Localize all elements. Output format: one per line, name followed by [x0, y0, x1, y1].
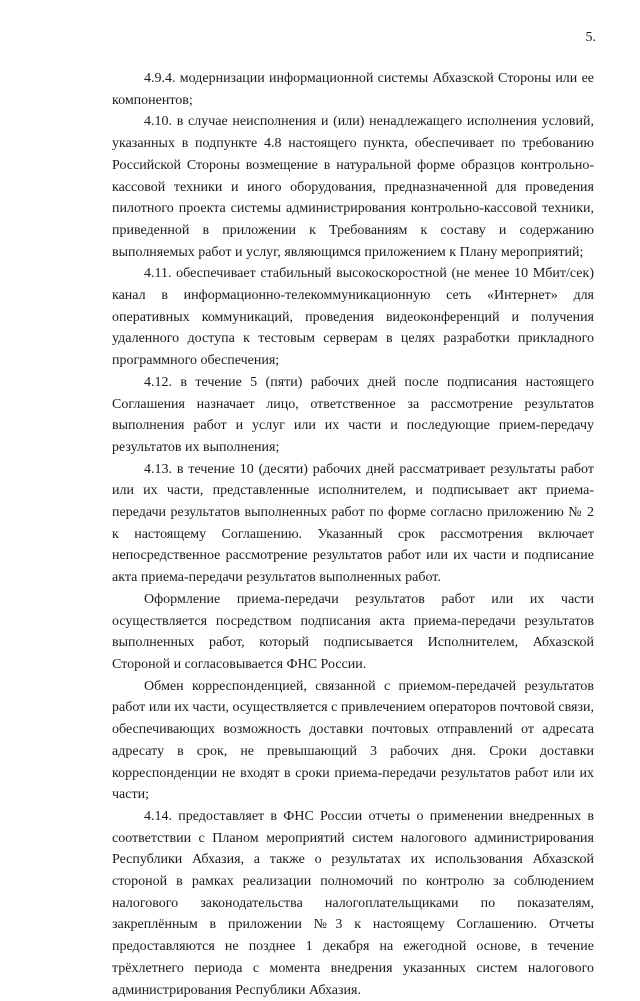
paragraph-4-9-4: 4.9.4. модернизации информационной системы Абхазской Стороны или ее компонентов; — [112, 71, 594, 108]
paragraph-4-14: 4.14. предоставляет в ФНС России отчеты о применении внедренных в соответствии с Планом мероприятий систем налогового администрирования Республики Абхазия, а также о результатах их использования Абхазской стороной в рамках реализации полномочий по контролю за соблюдением налогового законодательства налогоплательщиками по показателям, закреплённым в приложении №3 к настоящему Соглашению. Отчеты предоставляются не позднее 1 декабря на ежегодной основе, в течение трёхлетнего периода с момента внедрения указанных систем налогового администрирования Республики Абхазия. — [112, 808, 594, 998]
document-body — [112, 68, 594, 1001]
paragraph-acceptance: Оформление приема-передачи результатов работ или их части осуществляется посредством подписания акта приема-передачи результатов выполненных работ, который подписывается Исполнителем, Абхазской Стороной и согласовывается ФНС России. — [112, 591, 594, 672]
paragraph-4-13: 4.13. в течение 10 (десяти) рабочих дней рассматривает результаты работ или их части, представленные исполнителем, и подписывает акт приема-передачи результатов выполненных работ по форме согласно приложению № 2 к настоящему Соглашению. Указанный срок рассмотрения включает непосредственное рассмотрение результатов работ или их части и подписание акта приема-передачи результатов выполненных работ. — [112, 461, 594, 586]
paragraph-correspondence: Обмен корреспонденцией, связанной с приемом-передачей результатов работ или их части, осуществляется с привлечением операторов почтовой связи, обеспечивающих возможность доставки почтовых отправлений от адресата адресату в срок, не превышающий 3 рабочих дня. Сроки доставки корреспонденции не входят в сроки приема-передачи результатов работ или их части; — [112, 678, 594, 803]
paragraph-4-10: 4.10. в случае неисполнения и (или) ненадлежащего исполнения условий, указанных в подпункте 4.8 настоящего пункта, обеспечивает по требованию Российской Стороны возмещение в натуральной форме образцов контрольно-кассовой техники и иного оборудования, предназначенной для проведения пилотного проекта системы администрирования контрольно-кассовой техники, приведенной в приложении к Требованиям к составу и содержанию выполняемых работ и услуг, являющимся приложением к Плану мероприятий; — [112, 114, 594, 260]
page-number: 5. — [585, 30, 596, 45]
paragraph-4-11: 4.11. обеспечивает стабильный высокоскоростной (не менее 10 Мбит/сек) канал в информационно-телекоммуникационную сеть «Интернет» для оперативных коммуникаций, проведения видеоконференций и получения удаленного доступа к тестовым серверам в целях разработки прикладного программного обеспечения; — [112, 266, 594, 369]
paragraph-4-12: 4.12. в течение 5 (пяти) рабочих дней после подписания настоящего Соглашения назначает лицо, ответственное за рассмотрение результатов выполнения работ и услуг или их части и последующие прием-передачу результатов их выполнения; — [112, 374, 594, 455]
